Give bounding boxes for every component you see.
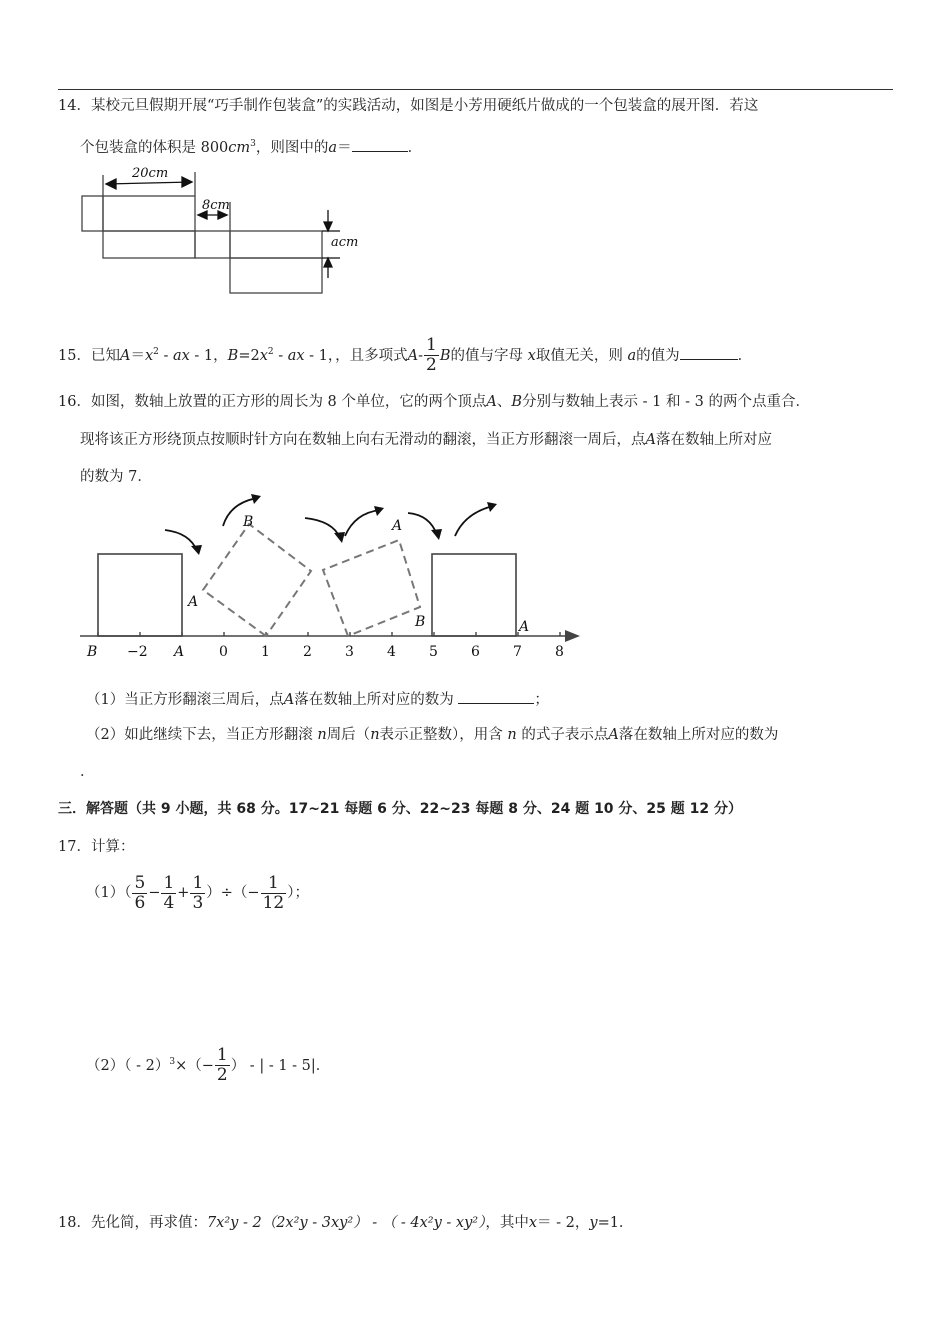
- roll-arrow-4: [345, 510, 380, 536]
- q17-p2-mid: ×（−: [175, 1057, 214, 1074]
- q16-text-1b: 、: [496, 394, 512, 410]
- roll-arrow-6: [455, 506, 493, 536]
- label-B-square1: B: [243, 514, 254, 530]
- q15-prefix: 15．已知: [58, 347, 120, 364]
- q17-p1-frac-1-4: $\frac{1}{4}$: [163, 872, 175, 913]
- q16-sub2-text-a: （2）如此继续下去，当正方形翻滚: [86, 727, 313, 743]
- q15-answer-blank[interactable]: [680, 345, 738, 360]
- section3-text: 三．解答题（共 9 小题，共 68 分。17~21 每题 6 分、22~23 每题 8 分、24 题 10 分、25 题 12 分）: [58, 801, 743, 817]
- section3-heading: [58, 799, 742, 819]
- q17-p2-exp: 3: [169, 1057, 176, 1067]
- q16-sub1-A: A: [283, 692, 295, 708]
- q16-text-2: 现将该正方形绕顶点按顺时针方向在数轴上向右无滑动的翻滚，当正方形翻滚一周后，点: [80, 432, 646, 448]
- q16-line1: [58, 392, 810, 412]
- q14-unit: cm: [228, 139, 251, 156]
- q17-p1-mid: ）÷（−: [206, 885, 260, 901]
- q16-sub2: [86, 725, 778, 745]
- q16-sub2-end: ．: [80, 764, 95, 780]
- q17-p1-frac-1-3: $\frac{1}{3}$: [192, 872, 204, 913]
- q14-line2: [80, 134, 422, 158]
- axis-label-5: 5: [429, 644, 438, 660]
- net-back-face: [230, 231, 322, 258]
- axis-label-4: 4: [387, 644, 396, 660]
- q16-sub2-n2: n: [370, 727, 380, 743]
- q15-exp2: 2: [267, 347, 274, 357]
- q15-x2: x: [259, 347, 268, 364]
- axis-label-0: 0: [219, 644, 228, 660]
- q15-eq1: ＝: [130, 347, 145, 364]
- axis-label-A: A: [174, 644, 185, 660]
- q15-x3: x: [527, 347, 536, 364]
- q16-line3: [80, 467, 152, 487]
- q16-text-3: 的数为 7．: [80, 469, 152, 485]
- q18-expression: 7x²y - 2（2x²y - 3xy²） - （ - 4x²y - xy²）: [206, 1215, 486, 1231]
- q14-text-end: ．: [407, 139, 423, 156]
- q17-part1: [86, 871, 309, 915]
- q17-p2-label: （2）（ - 2）: [86, 1057, 170, 1074]
- q15-minus2: - 1，: [304, 347, 336, 364]
- q17-p1-frac-5-6: $\frac{5}{6}$: [134, 872, 146, 913]
- q17-title: [58, 837, 134, 857]
- q17-title-text: 17．计算：: [58, 839, 135, 855]
- q15-B: B: [227, 347, 239, 364]
- q16-sub1-end: ；: [534, 692, 549, 708]
- roll-arrow-3: [305, 518, 340, 538]
- square-end: [432, 554, 516, 636]
- q16-sub2-A: A: [608, 727, 619, 743]
- q14-line1: [58, 96, 758, 116]
- q16-text-2b: 落在数轴上所对应: [655, 432, 772, 448]
- q15-part1: -: [158, 347, 173, 364]
- q16-sub2-n3: n: [507, 727, 517, 743]
- q15-poly: ，且多项式: [335, 347, 408, 364]
- q14-text-1: 14．某校元旦假期开展“巧手制作包装盒”的实践活动，如图是小芳用硬纸片做成的一个包装盒的展开图．若这: [58, 98, 759, 114]
- net-side-face: [195, 231, 230, 258]
- q16-sub2-text-d: 的式子表示点: [521, 727, 609, 743]
- axis-label-3: 3: [345, 644, 354, 660]
- q16-A-1: A: [486, 394, 497, 410]
- axis-label-8: 8: [555, 644, 564, 660]
- roll-arrow-1: [165, 530, 197, 551]
- axis-label-B: B: [87, 644, 98, 660]
- axis-label-2: 2: [303, 644, 312, 660]
- q18-cond-b: ＝ - 2，: [537, 1215, 590, 1231]
- q14-text-2a: 个包装盒的体积是 800: [80, 139, 229, 156]
- q15-ax2: ax: [287, 347, 305, 364]
- header-rule: [58, 89, 893, 90]
- q15-half-fraction: $\frac{1}{2}$: [426, 335, 437, 376]
- label-B-square2: B: [415, 614, 426, 630]
- square-start: [98, 554, 182, 636]
- q16-A-2: A: [645, 432, 656, 448]
- label-acm: acm: [331, 235, 359, 250]
- label-A-square1: A: [188, 594, 199, 610]
- q17-p1-frac-1-12: $\frac{1}{12}$: [262, 872, 285, 913]
- q16-sub2-text-e: 落在数轴上所对应的数为: [618, 727, 779, 743]
- label-8cm: 8cm: [202, 198, 230, 213]
- q17-p2-frac-1-2: $\frac{1}{2}$: [216, 1045, 228, 1086]
- axis-label-1: 1: [261, 644, 270, 660]
- q17-p1-minus: −: [148, 885, 161, 901]
- q16-sub2-end-line: [80, 762, 95, 782]
- q16-rolling-square-figure: [75, 493, 585, 663]
- q15-A: A: [119, 347, 131, 364]
- q14-text-2b: ，则图中的: [255, 139, 329, 156]
- q15-exp1: 2: [153, 347, 159, 357]
- number-line-arrowhead: [565, 630, 580, 642]
- q16-sub1-answer-blank[interactable]: [458, 689, 534, 704]
- q15-ax1: ax: [172, 347, 190, 364]
- q16-B-1: B: [511, 394, 523, 410]
- q18-cond-c: =1．: [597, 1215, 634, 1231]
- q15-minus1: - 1，: [189, 347, 228, 364]
- q18-y: y: [589, 1215, 598, 1231]
- net-top-face: [103, 196, 195, 231]
- q17-part2: [86, 1040, 330, 1088]
- q18-prefix: 18．先化简，再求值：: [58, 1215, 207, 1231]
- q15-B2: B: [439, 347, 451, 364]
- q15-end: ．: [737, 347, 753, 364]
- q17-p1-label: （1）（: [86, 885, 132, 901]
- q15-eq2: =2: [238, 347, 260, 364]
- q16-sub1-text-b: 落在数轴上所对应的数为: [294, 692, 454, 708]
- q18-x: x: [528, 1215, 538, 1231]
- arrow-20cm: [106, 182, 192, 184]
- net-left-flap: [82, 196, 103, 231]
- label-20cm: 20cm: [132, 166, 169, 181]
- axis-label-neg2: −2: [127, 644, 148, 660]
- q15-a: a: [627, 347, 637, 364]
- q15-rest3: 的值为: [636, 347, 680, 364]
- q15-A2: A: [407, 347, 419, 364]
- q16-text-1c: 分别与数轴上表示 - 1 和 - 3 的两个点重合．: [522, 394, 810, 410]
- q14-net-figure: [70, 160, 370, 305]
- q16-text-1: 16．如图，数轴上放置的正方形的周长为 8 个单位，它的两个顶点: [58, 394, 487, 410]
- q16-line2: [80, 430, 772, 450]
- q18-cond-a: ，其中: [485, 1215, 529, 1231]
- q14-unit-exp: 3: [250, 139, 256, 149]
- axis-label-6: 6: [471, 644, 480, 660]
- q16-sub2-n1: n: [317, 727, 327, 743]
- q16-sub1: [86, 689, 549, 710]
- q15-part2: -: [273, 347, 288, 364]
- q17-p2-end: ） - | - 1 - 5|．: [230, 1057, 331, 1074]
- net-bottom-face: [230, 258, 322, 293]
- q15-x1: x: [144, 347, 154, 364]
- q16-sub2-text-c: 表示正整数），用含: [379, 727, 503, 743]
- square-rolling-1: [203, 524, 311, 636]
- q15-rest2: 取值无关，则: [535, 347, 623, 364]
- q14-var-a: a: [328, 139, 338, 156]
- q17-p1-end: ）；: [287, 885, 309, 901]
- net-front-face: [103, 231, 195, 258]
- q18-line: [58, 1213, 633, 1233]
- q16-sub2-text-b: 周后（: [326, 727, 371, 743]
- label-A-square2: A: [392, 518, 403, 534]
- q15-rest: 的值与字母: [450, 347, 524, 364]
- q17-p1-plus: +: [177, 885, 190, 901]
- square-rolling-2: [323, 540, 420, 636]
- axis-label-7: 7: [513, 644, 522, 660]
- q14-answer-blank[interactable]: [352, 137, 408, 152]
- q16-sub1-text-a: （1）当正方形翻滚三周后，点: [86, 692, 284, 708]
- q14-text-2c: ＝: [337, 139, 352, 156]
- q15-line: 15．已知$A=x^2$ - ax - 1，$B=2x^2$ - ax - 1，，且多项式A- $\frac{1}{2}$ B的值与字母 x取值无关，则 a的值为 ．: [58, 335, 753, 376]
- label-A-end: A: [519, 619, 530, 635]
